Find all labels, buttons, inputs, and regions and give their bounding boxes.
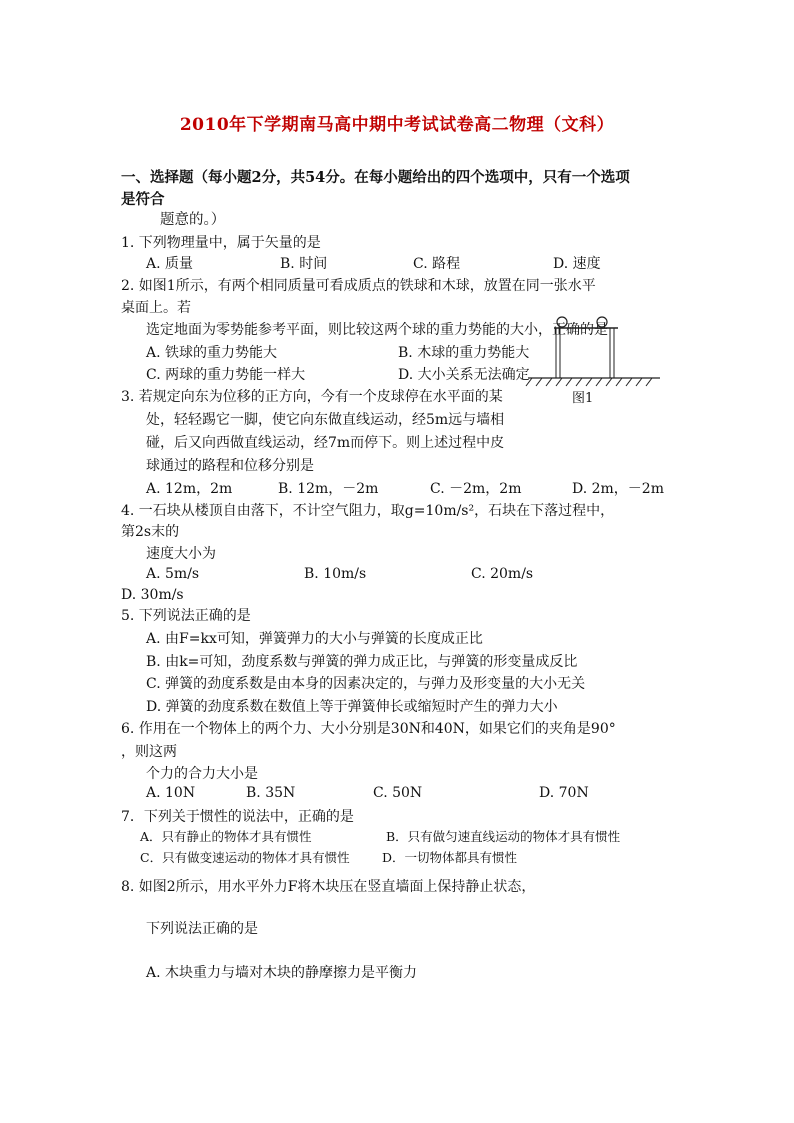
q6-stem-line-2: ，则这两 bbox=[121, 744, 177, 760]
page-title: 2010年下学期南马高中期中考试试卷高二物理（文科） bbox=[179, 115, 615, 135]
q5-stem: 5. 下列说法正确的是 bbox=[121, 608, 251, 624]
q2-option-a: A. 铁球的重力势能大 bbox=[146, 345, 278, 361]
q5-option-c: C. 弹簧的劲度系数是由本身的因素决定的，与弹力及形变量的大小无关 bbox=[146, 676, 586, 692]
figure-1-label: 图1 bbox=[572, 391, 594, 406]
table-leg-right bbox=[610, 328, 614, 378]
q3-option-a: A. 12m，2m bbox=[146, 481, 233, 497]
q4-option-a: A. 5m/s bbox=[146, 566, 200, 582]
q3-option-c: C. －2m，2m bbox=[430, 481, 522, 497]
table-leg-left bbox=[556, 328, 560, 378]
q5-option-b: B. 由k=可知，劲度系数与弹簧的弹力成正比，与弹簧的形变量成反比 bbox=[146, 654, 578, 670]
q3-stem-line-4: 球通过的路程和位移分别是 bbox=[146, 458, 314, 474]
q8-stem-line-1: 8. 如图2所示，用水平外力F将木块压在竖直墙面上保持静止状态， bbox=[121, 879, 536, 895]
q7-option-c: C．只有做变速运动的物体才具有惯性 bbox=[140, 850, 350, 865]
q1-option-c: C. 路程 bbox=[413, 256, 461, 272]
q6-option-c: C. 50N bbox=[373, 785, 423, 801]
q4-option-c: C. 20m/s bbox=[471, 566, 534, 582]
section-heading-line-3: 题意的。） bbox=[160, 212, 226, 228]
q6-stem-line-1: 6. 作用在一个物体上的两个力、大小分别是30N和40N，如果它们的夹角是90° bbox=[121, 721, 616, 737]
q3-option-b: B. 12m，－2m bbox=[278, 481, 379, 497]
q1-option-d: D. 速度 bbox=[553, 256, 601, 272]
q8-option-a: A. 木块重力与墙对木块的静摩擦力是平衡力 bbox=[146, 965, 418, 981]
q2-stem-line-3: 选定地面为零势能参考平面，则比较这两个球的重力势能的大小，正确的是 bbox=[146, 322, 608, 338]
q2-option-d: D. 大小关系无法确定 bbox=[398, 367, 530, 383]
q6-option-d: D. 70N bbox=[539, 785, 589, 801]
wood-ball-icon bbox=[597, 317, 607, 327]
q7-stem: 7．下列关于惯性的说法中，正确的是 bbox=[121, 809, 354, 825]
q6-option-b: B. 35N bbox=[246, 785, 296, 801]
q4-stem-line-3: 速度大小为 bbox=[146, 546, 216, 562]
q6-stem-line-3: 个力的合力大小是 bbox=[146, 766, 258, 782]
section-heading-line-2: 是符合 bbox=[121, 191, 165, 208]
q7-option-d: D．一切物体都具有惯性 bbox=[382, 850, 518, 865]
q4-stem-line-2: 第2s末的 bbox=[121, 524, 180, 540]
iron-ball-icon bbox=[557, 317, 567, 327]
q7-option-b: B．只有做匀速直线运动的物体才具有惯性 bbox=[386, 829, 621, 844]
q4-option-b: B. 10m/s bbox=[304, 566, 367, 582]
q4-option-d: D. 30m/s bbox=[121, 587, 184, 603]
q2-option-b: B. 木球的重力势能大 bbox=[398, 345, 530, 361]
q3-option-d: D. 2m，－2m bbox=[572, 481, 664, 497]
q2-option-c: C. 两球的重力势能一样大 bbox=[146, 367, 306, 383]
q7-option-a: A．只有静止的物体才具有惯性 bbox=[140, 829, 312, 844]
q3-stem-line-1: 3. 若规定向东为位移的正方向，今有一个皮球停在水平面的某 bbox=[121, 389, 503, 405]
q5-option-d: D. 弹簧的劲度系数在数值上等于弹簧伸长或缩短时产生的弹力大小 bbox=[146, 699, 558, 715]
q8-stem-line-2: 下列说法正确的是 bbox=[146, 921, 258, 937]
q6-option-a: A. 10N bbox=[146, 785, 196, 801]
q1-option-b: B. 时间 bbox=[280, 256, 328, 272]
q1-stem: 1. 下列物理量中，属于矢量的是 bbox=[121, 235, 321, 251]
q2-stem-line-1: 2. 如图1所示，有两个相同质量可看成质点的铁球和木球，放置在同一张水平 bbox=[121, 278, 596, 294]
section-heading-line-1: 一、选择题（每小题2分，共54分。在每小题给出的四个选项中，只有一个选项 bbox=[121, 169, 630, 186]
q5-option-a: A. 由F=kx可知，弹簧弹力的大小与弹簧的长度成正比 bbox=[146, 631, 483, 647]
q3-stem-line-2: 处，轻轻踢它一脚，使它向东做直线运动，经5m远与墙相 bbox=[146, 412, 505, 428]
ground-hatching bbox=[526, 378, 652, 386]
q1-option-a: A. 质量 bbox=[146, 256, 194, 272]
figure-1-table-diagram bbox=[518, 310, 668, 410]
q2-stem-line-2: 桌面上。若 bbox=[121, 300, 191, 316]
q4-stem-line-1: 4. 一石块从楼顶自由落下，不计空气阻力，取g=10m/s²，石块在下落过程中， bbox=[121, 503, 615, 519]
q3-stem-line-3: 碰，后又向西做直线运动，经7m而停下。则上述过程中皮 bbox=[146, 435, 505, 451]
